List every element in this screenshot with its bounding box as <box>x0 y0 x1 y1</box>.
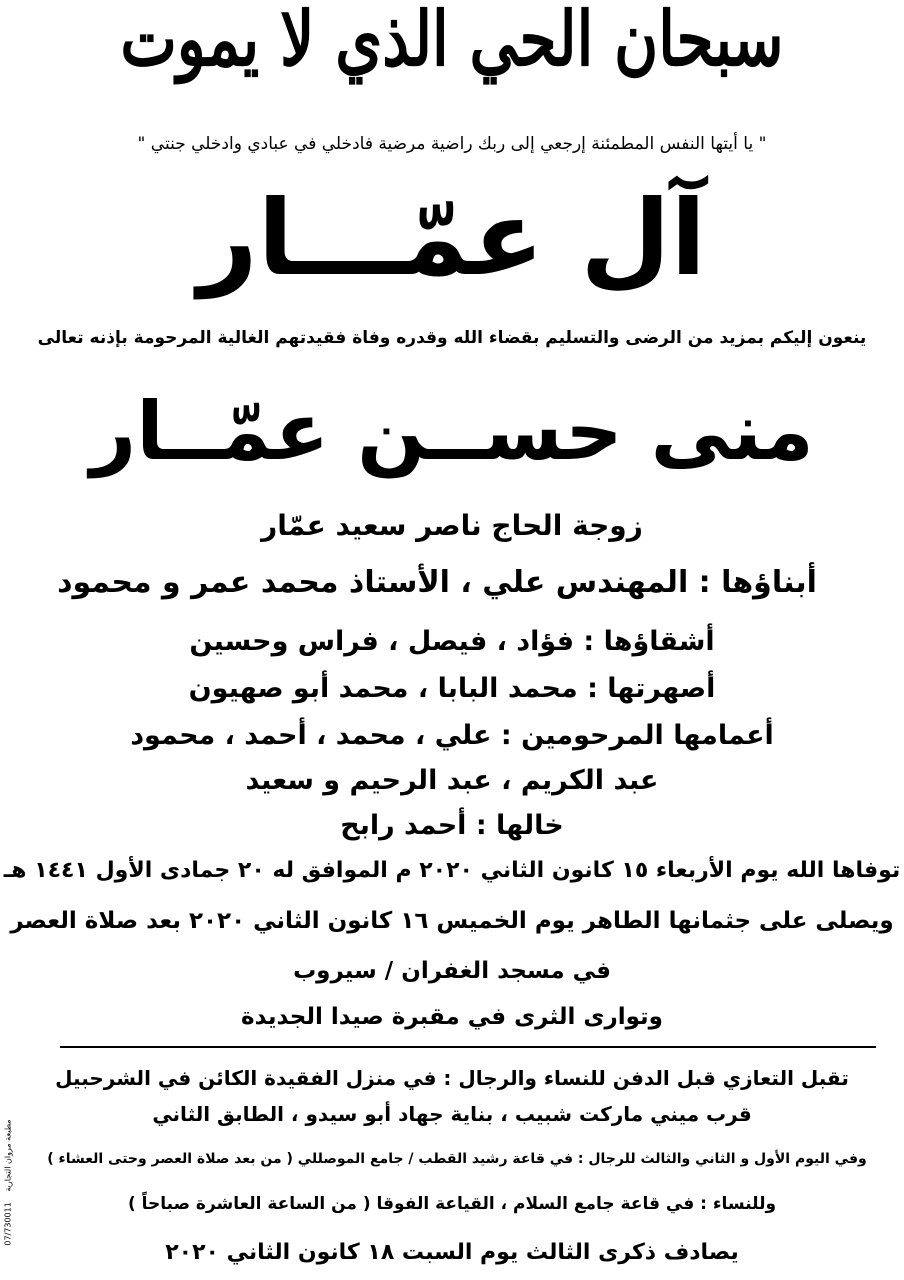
memorial-line: يصادف ذكرى الثالث يوم السبت ١٨ كانون الثاني ٢٠٢٠ <box>165 1240 739 1265</box>
in-laws-line: أصهرتها : محمد البابا ، محمد أبو صهيون <box>188 673 716 704</box>
brothers-line: أشقاؤها : فؤاد ، فيصل ، فراس وحسين <box>189 626 715 657</box>
burial-line: وتوارى الثرى في مقبرة صيدا الجديدة <box>241 1004 663 1030</box>
divider <box>60 1046 876 1048</box>
deceased-name: منى حســن عمّــار <box>90 385 814 478</box>
condolences-line-3: وفي اليوم الأول و الثاني والثالث للرجال : في قاعة رشيد القطب / جامع الموصللي ( من بعد صلاة العصر وحتى العشاء ) <box>47 1151 867 1167</box>
maternal-uncle-line: خالها : أحمد رابح <box>340 810 564 841</box>
sons-line: أبناؤها : المهندس علي ، الأستاذ محمد عمر و محمود <box>57 565 817 600</box>
family-name: آل عمّـــار <box>197 177 707 299</box>
printer-phone: 07/730011 <box>3 1202 13 1246</box>
uncles-line-2: عبد الكريم ، عبد الرحيم و سعيد <box>245 765 659 796</box>
mosque-line: في مسجد الغفران / سيروب <box>293 958 611 984</box>
death-date-line: توفاها الله يوم الأربعاء ١٥ كانون الثاني ٢٠٢٠ م الموافق له ٢٠ جمادى الأول ١٤٤١ هـ <box>3 858 901 883</box>
announcement: ينعون إليكم بمزيد من الرضى والتسليم بقضاء الله وقدره وفاة فقيدتهم الغالية المرحومة بإذنه تعالى <box>37 328 867 348</box>
husband-line: زوجة الحاج ناصر سعيد عمّار <box>261 509 643 542</box>
printer-name: مطبعة مروان التجارية <box>3 1119 13 1192</box>
prayer-line: ويصلى على جثمانها الطاهر يوم الخميس ١٦ كانون الثاني ٢٠٢٠ بعد صلاة العصر <box>10 908 894 934</box>
condolences-line-2: قرب ميني ماركت شبيب ، بناية جهاد أبو سيدو ، الطابق الثاني <box>152 1102 752 1126</box>
uncles-line-1: أعمامها المرحومين : علي ، محمد ، أحمد ، محمود <box>130 720 774 751</box>
printer-credit <box>4 1083 13 1280</box>
calligraphy-header: سبحان الحي الذي لا يموت <box>120 0 784 84</box>
quran-verse: " يا أيتها النفس المطمئنة إرجعي إلى ربك راضية مرضية فادخلي في عبادي وادخلي جنتي " <box>137 134 767 154</box>
condolences-line-1: تقبل التعازي قبل الدفن للنساء والرجال : في منزل الفقيدة الكائن في الشرحبيل <box>55 1066 849 1090</box>
condolences-line-4: وللنساء : في قاعة جامع السلام ، القياعة الفوقا ( من الساعة العاشرة صباحاً ) <box>127 1194 777 1214</box>
